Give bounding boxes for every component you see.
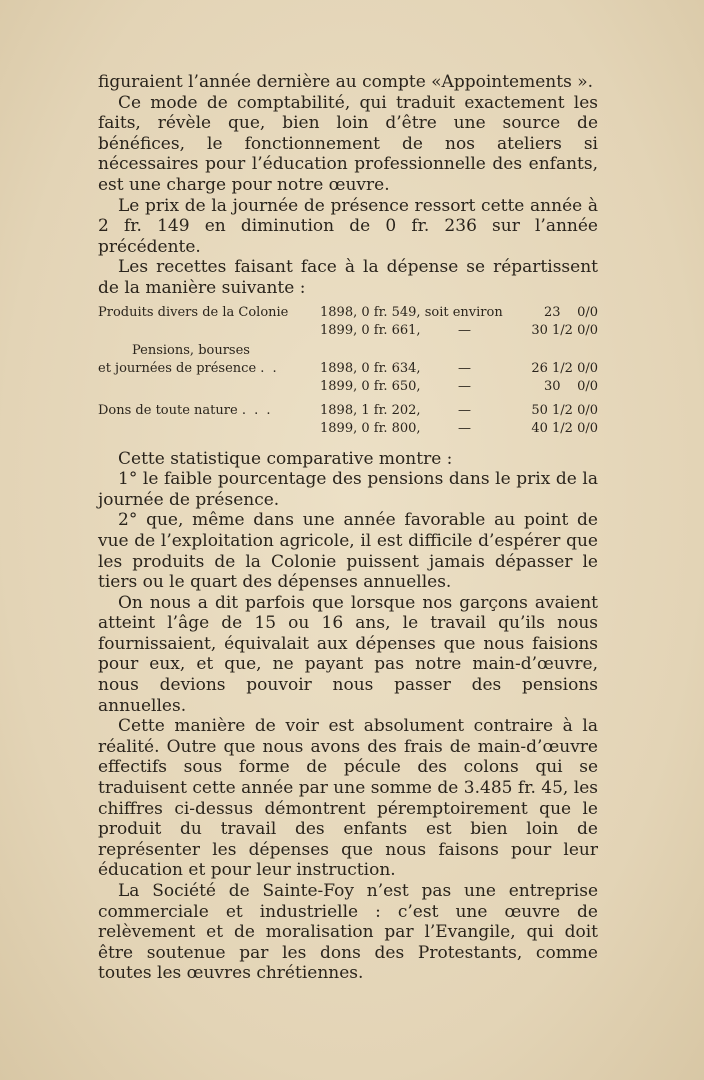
row-pensions-1899-dash: —: [458, 378, 471, 394]
row-produits-label: Produits divers de la Colonie: [98, 304, 289, 320]
page-text: [98, 72, 598, 984]
row-dons-1898: 1898, 1 fr. 202,: [320, 402, 421, 418]
paragraph-societe: La Société de Sainte-Foy n’est pas une entreprise commerciale et industrielle : c’est une œuvre de relèvement et de moralisation par l’Evangile, qui doit être soutenue par les dons des Protestants, comme toutes les œuvres chrétiennes.: [98, 881, 598, 984]
row-produits-1898: 1898, 0 fr. 549, soit environ: [320, 304, 503, 320]
row-pensions-label-a: Pensions, bourses: [132, 342, 250, 358]
row-dons-dots: . . .: [241, 402, 273, 418]
row-dons-1899-pct: 40 1/2 0/0: [531, 420, 598, 436]
paragraph-recettes: Les recettes faisant face à la dépense se répartissent de la manière suivante :: [98, 257, 598, 298]
row-produits-1899-dash: —: [458, 322, 471, 338]
paragraph-prix-journee: Le prix de la journée de présence ressort cette année à 2 fr. 149 en diminution de 0 fr. 236 sur l’année précédente.: [98, 195, 598, 257]
receipts-table: [98, 305, 598, 441]
row-pensions-label-b-text: et journées de présence: [98, 360, 257, 376]
row-dons-1898-dash: —: [458, 402, 471, 418]
row-dons-label-text: Dons de toute nature: [98, 402, 238, 418]
row-dons-1898-pct: 50 1/2 0/0: [531, 402, 598, 418]
paragraph-garcons: On nous a dit parfois que lorsque nos garçons avaient atteint l’âge de 15 ou 16 ans, le travail qu’ils nous fournissaient, équivalait aux dépenses que nous faisions pour eux, et que, ne payant pas notre main-d’œuvre, nous devions pouvoir nous passer des pensions annuelles.: [98, 592, 598, 716]
row-pensions-1898: 1898, 0 fr. 634,: [320, 360, 421, 376]
row-produits-1899-pct: 30 1/2 0/0: [531, 322, 598, 338]
paragraph-statistique: Cette statistique comparative montre :: [118, 448, 453, 469]
row-dons-1899-dash: —: [458, 420, 471, 436]
row-pensions-1899: 1899, 0 fr. 650,: [320, 378, 421, 394]
row-pensions-1898-pct: 26 1/2 0/0: [531, 360, 598, 376]
row-pensions-label-b: [98, 361, 279, 377]
row-pensions-1899-pct: 30 0/0: [544, 378, 598, 394]
row-produits-1899: 1899, 0 fr. 661,: [320, 322, 421, 338]
row-dons-1899: 1899, 0 fr. 800,: [320, 420, 421, 436]
paragraph-appointements: figuraient l’année dernière au compte «Appointements ».: [98, 72, 594, 92]
paragraph-point-2: 2° que, même dans une année favorable au point de vue de l’exploitation agricole, il est difficile d’espérer que les produits de la Colonie puissent jamais dépasser le tiers ou le quart des dépenses annuelles.: [98, 510, 598, 593]
row-produits-1898-pct: 23 0/0: [544, 304, 598, 320]
paragraph-point-1: 1° le faible pourcentage des pensions dans le prix de la journée de présence.: [98, 469, 598, 510]
paragraph-realite: Cette manière de voir est absolument contraire à la réalité. Outre que nous avons des frais de main-d’œuvre effectifs sous forme de pécule des colons qui se traduisent cette année par une somme de 3.485 fr. 45, les chiffres ci-dessus démontrent péremptoirement que le produit du travail des enfants est bien loin de représenter les dépenses que nous faisons pour leur éducation et pour leur instruction.: [98, 716, 598, 881]
paragraph-comptabilite: Ce mode de comptabilité, qui traduit exactement les faits, révèle que, bien loin d’être une source de bénéfices, le fonctionnement de nos ateliers si nécessaires pour l’éducation professionnelle des enfants, est une charge pour notre œuvre.: [98, 92, 598, 195]
row-pensions-1898-dash: —: [458, 360, 471, 376]
row-dons-label: [98, 403, 273, 419]
row-pensions-dots: . .: [260, 360, 279, 376]
